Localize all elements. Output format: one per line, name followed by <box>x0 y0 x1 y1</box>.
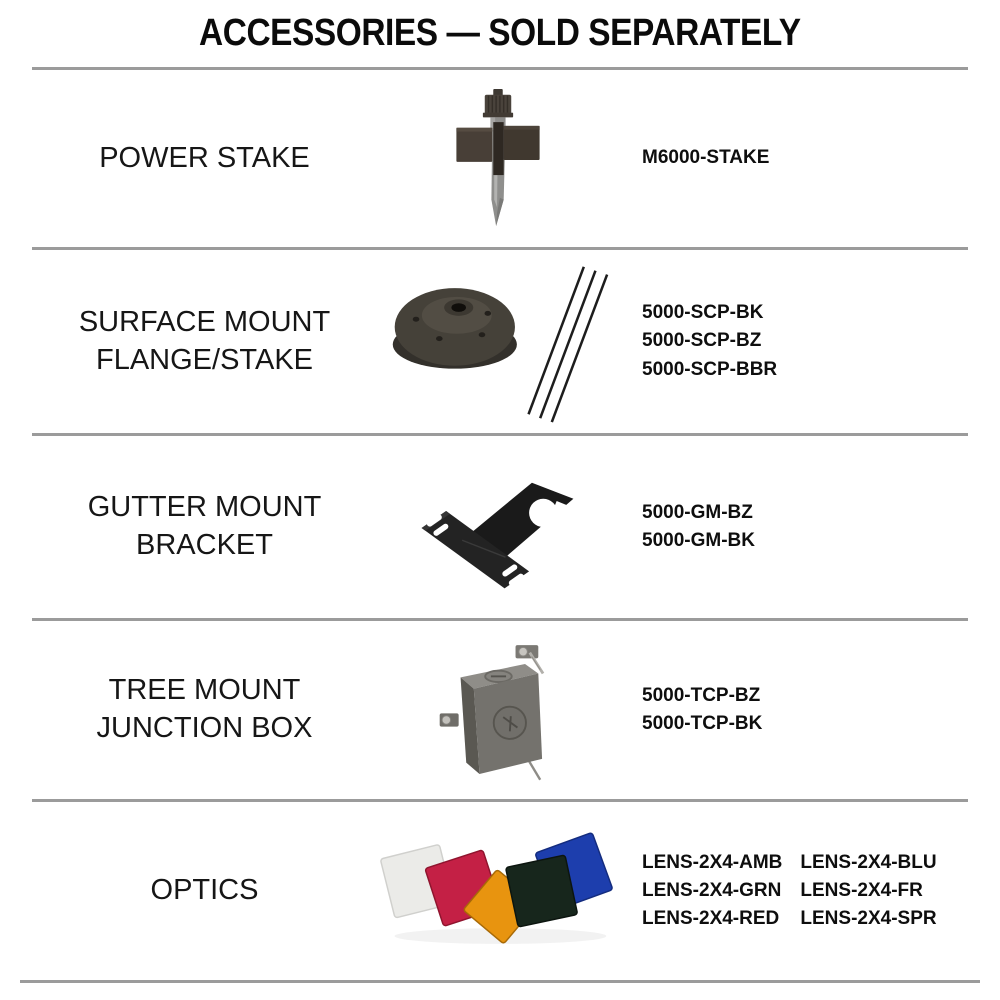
part-number: LENS-2X4-SPR <box>800 908 937 930</box>
tree-mount-junction-box-icon <box>434 639 562 782</box>
gutter-mount-bracket-icon <box>415 459 580 596</box>
part-number: 5000-SCP-BZ <box>642 330 762 352</box>
label-line: SURFACE MOUNT <box>78 305 331 338</box>
label-line: JUNCTION BOX <box>96 712 313 744</box>
part-number-column <box>642 849 782 933</box>
part-number: 5000-SCP-BBR <box>642 358 778 380</box>
part-numbers <box>620 682 1000 738</box>
page-title-bar <box>0 0 1000 67</box>
accessory-row-power-stake <box>0 70 1000 247</box>
optics-lenses-image <box>375 832 620 950</box>
surface-mount-flange-icon <box>385 259 610 425</box>
label-line: FLANGE/STAKE <box>95 343 314 376</box>
page-title: ACCESSORIES — SOLD SEPARATELY <box>199 12 801 54</box>
accessory-label <box>0 872 375 910</box>
part-number: M6000-STAKE <box>642 147 770 169</box>
part-number: LENS-2X4-FR <box>800 879 923 901</box>
power-stake-icon <box>446 88 550 230</box>
surface-mount-flange-image <box>375 259 620 425</box>
label-line: OPTICS <box>150 874 259 907</box>
accessory-row-surface-mount <box>0 250 1000 433</box>
accessory-label <box>0 140 375 178</box>
part-number: LENS-2X4-BLU <box>800 851 937 873</box>
part-number: 5000-TCP-BZ <box>642 684 761 706</box>
accessory-row-optics <box>0 802 1000 980</box>
part-number: 5000-TCP-BK <box>642 713 763 734</box>
accessory-label <box>0 672 375 747</box>
part-number: LENS-2X4-GRN <box>642 879 782 901</box>
part-numbers <box>620 849 1000 933</box>
power-stake-image <box>375 88 620 230</box>
accessory-row-gutter-mount <box>0 436 1000 618</box>
label-line: POWER STAKE <box>99 141 310 174</box>
tree-mount-junction-box-image <box>375 639 620 782</box>
label-line: GUTTER MOUNT <box>87 491 322 524</box>
divider <box>20 980 980 983</box>
lens-green <box>506 855 578 927</box>
part-number: 5000-SCP-BK <box>642 302 764 324</box>
accessory-row-tree-mount <box>0 621 1000 799</box>
accessory-label <box>0 304 375 379</box>
part-numbers <box>620 499 1000 555</box>
part-number: LENS-2X4-RED <box>642 908 780 930</box>
optics-lenses-icon <box>375 832 620 950</box>
part-number: 5000-GM-BZ <box>642 501 753 523</box>
part-numbers <box>620 144 1000 172</box>
part-numbers <box>620 299 1000 383</box>
part-number: 5000-GM-BK <box>642 530 755 551</box>
accessory-label <box>0 489 375 564</box>
label-line: TREE MOUNT <box>108 674 301 707</box>
part-number: LENS-2X4-AMB <box>642 851 783 873</box>
gutter-mount-bracket-image <box>375 459 620 596</box>
part-number-column <box>800 849 936 933</box>
label-line: BRACKET <box>136 529 273 561</box>
